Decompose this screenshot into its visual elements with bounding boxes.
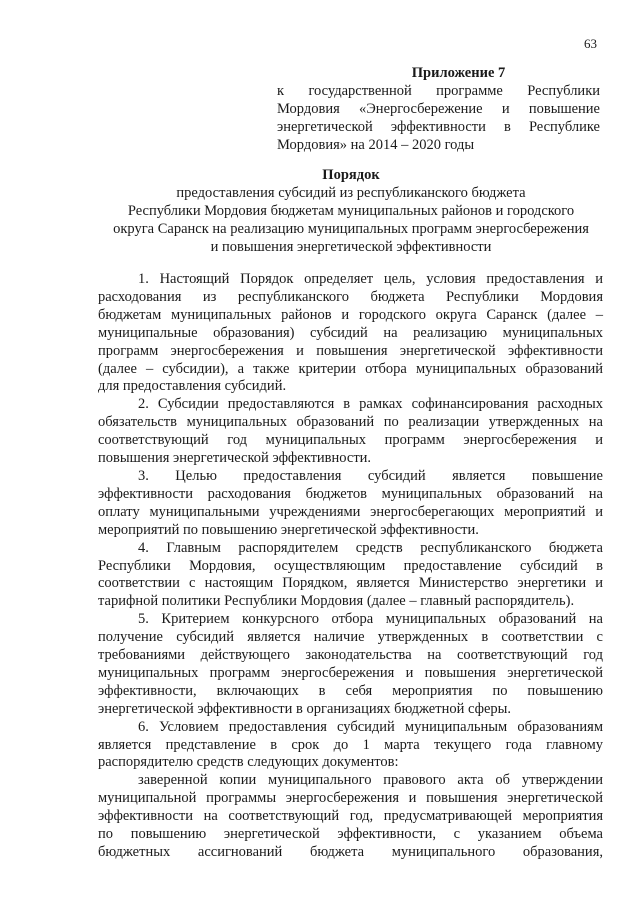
body-line: программ энергосбережения и повышения энергетической эффективности <box>98 342 603 359</box>
document-subtitle-line: и повышения энергетической эффективности <box>210 239 492 255</box>
document-title-block <box>90 166 612 256</box>
body-line: 5. Критерием конкурсного отбора муниципальных образований на <box>138 611 603 628</box>
body-line: эффективности на соответствующий год, предусматривающей мероприятия <box>98 808 603 825</box>
page-number: 63 <box>584 36 597 51</box>
body-line: по повышению энергетической эффективности, с указанием объема <box>98 826 603 843</box>
document-subtitle-line: предоставления субсидий из республиканского бюджета <box>176 185 526 201</box>
body-line: 4. Главным распорядителем средств республиканского бюджета <box>138 539 603 556</box>
body-line: муниципальных программ энергосбережения и повышения энергетической <box>98 664 603 681</box>
body-line: распорядителю средств следующих документов: <box>98 754 399 771</box>
body-line: 2. Субсидии предоставляются в рамках софинансирования расходных <box>138 396 603 413</box>
body-line: Республики Мордовия, осуществляющим предоставление субсидий в <box>98 557 603 574</box>
appendix-line: Мордовия «Энергосбережение и повышение <box>277 101 600 117</box>
document-subtitle-line: округа Саранск на реализацию муниципальных программ энергосбережения <box>113 221 589 237</box>
body-line: муниципальной программы энергосбережения и повышения энергетической <box>98 790 603 807</box>
document-subtitle-line: Республики Мордовия бюджетам муниципальных районов и городского <box>127 203 575 219</box>
body-line: мероприятий по повышению энергетической эффективности. <box>98 521 479 538</box>
body-line: получение субсидий является наличие утвержденных в соответствии с <box>98 629 603 646</box>
document-title: Порядок <box>322 167 380 183</box>
body-line: требованиями действующего законодательства на соответствующий год <box>98 647 603 664</box>
body-line: оплату муниципальными учреждениями энергосберегающих мероприятий и <box>98 503 603 520</box>
body-line: расходования из республиканского бюджета Республики Мордовия <box>98 288 603 305</box>
appendix-line: энергетической эффективности в Республике <box>277 119 600 135</box>
body-line: для предоставления субсидий. <box>98 378 287 395</box>
appendix-header <box>277 64 600 154</box>
body-line: заверенной копии муниципального правового акта об утверждении <box>138 772 603 789</box>
body-line: эффективности, включающих в себя мероприятия по повышению <box>98 682 603 699</box>
body-line: (далее – субсидии), а также критерии отбора муниципальных образований <box>98 360 603 377</box>
body-line: энергетической эффективности в организациях бюджетной сферы. <box>98 700 512 717</box>
body-line: 1. Настоящий Порядок определяет цель, условия предоставления и <box>138 271 603 287</box>
document-body <box>98 271 603 862</box>
body-line: тарифной политики Республики Мордовия (далее – главный распорядитель). <box>98 593 575 610</box>
body-line: эффективности расходования бюджетов муниципальных образований на <box>98 485 603 502</box>
appendix-line: к государственной программе Республики <box>277 83 600 99</box>
appendix-line: Мордовия» на 2014 – 2020 годы <box>277 137 475 153</box>
body-line: бюджетам муниципальных районов и городского округа Саранск (далее – <box>98 306 603 323</box>
body-line: является представление в срок до 1 марта текущего года главному <box>98 736 603 753</box>
body-line: соответствии с настоящим Порядком, является Министерство энергетики и <box>98 575 603 592</box>
appendix-title: Приложение 7 <box>411 65 506 81</box>
body-line: муниципальные образования) субсидий на реализацию муниципальных <box>98 324 603 341</box>
body-line: 6. Условием предоставления субсидий муниципальным образованиям <box>138 718 603 735</box>
body-line: 3. Целью предоставления субсидий является повышение <box>138 467 603 484</box>
body-line: соответствующий год муниципальных программ энергосбережения и <box>98 432 603 449</box>
body-line: бюджетных ассигнований бюджета муниципального образования, <box>98 844 603 860</box>
body-line: обязательств муниципальных образований по реализации утвержденных на <box>98 414 603 431</box>
body-line: повышения энергетической эффективности. <box>98 450 372 467</box>
